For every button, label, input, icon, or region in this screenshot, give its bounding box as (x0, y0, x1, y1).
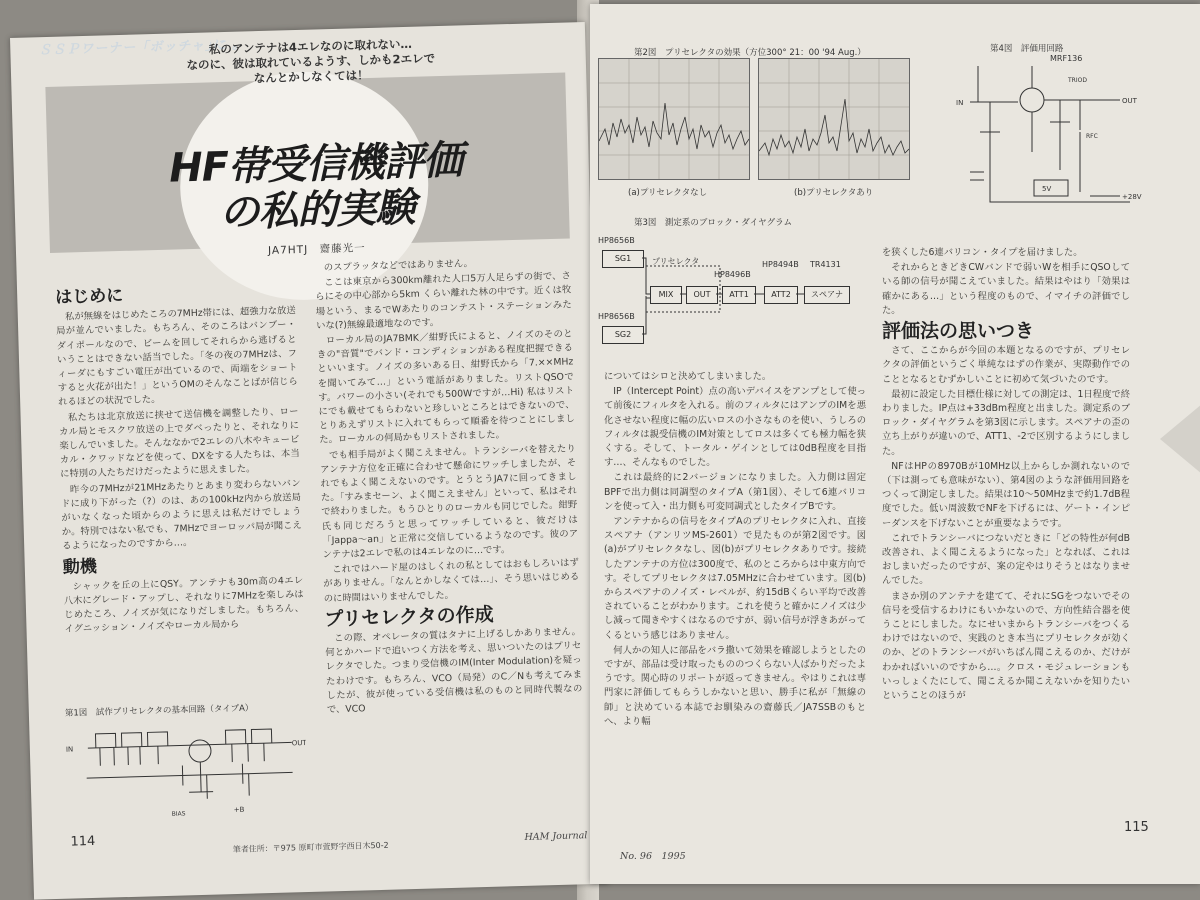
fig4-vcc-label: +28V (1122, 193, 1142, 201)
att1-model-label: HP8496B (714, 270, 751, 279)
figure-2a-label: (a)プリセレクタなし (628, 188, 708, 198)
sg2-block: SG2 (602, 326, 644, 344)
body-paragraph: 私が無線をはじめたころの7MHz帯には、超強力な放送局が並んでいました。もちろん、そのころはバンブー・ダイポールなので、ビームを回してそれらから逃げるということはできない話当でした。「冬の夜の7MHzは、フィーダにもすごい電圧が出ているので、両端をショートすると火花が出た！」というOMのそんなことばが信じられるほどの状況でした。 (56, 305, 298, 409)
title-line-1: HF帯受信機評価 (168, 137, 463, 192)
body-paragraph: アンテナからの信号をタイプAのプリセレクタに入れ、直接スペアナ（アンリツMS-2601）で見たものが第2図です。図(a)がプリセレクタなし、図(b)がプリセレクタありです。接続したアンテナの方位は300度で、私のところからは中東方向です。そしてプリセレクタは7.05MHzに合わせています。図(b)からスペアナのノイズ・レベルが、約15dBくらい平均で改善されていることがわかります。これを使うと確かにノイズは少し減って聞きやすくはなるのですが、弱い信号が浮きあがってくるという感じはありません。 (604, 516, 866, 641)
preselector-schematic (65, 712, 308, 823)
spectrum-plot-a (598, 58, 750, 180)
att2-block: ATT2 (764, 286, 798, 304)
spectrum-plot-b (758, 58, 910, 180)
analyzer-model-label: TR4131 (810, 260, 841, 269)
title-banner (45, 73, 569, 253)
left-column-1 (55, 278, 305, 638)
body-paragraph: でも相手局がよく聞こえません。トランシーバを替えたりアンテナ方位を正確に合わせて懸命にワッチしましたが、それでもよく聞こえないのです。とうとうJA7に回ってきました。「すみまセーン、よく聞こえません」といって、私はそれで終わりました。もうひとりのローカルも同じでした。紺野氏も同じだろうと思ってワッチしていると、彼だけは「Jappa〜an」と正常に交信しているようなのです。彼のアンテナは2エレで私のは4エレなのに…です。 (320, 443, 579, 561)
figure-4 (950, 38, 1190, 228)
att1-block: ATT1 (722, 286, 756, 304)
author-byline: JA7HTJ 齋藤光一 (267, 242, 366, 257)
body-paragraph: 最初に設定した目標仕様に対しての測定は、1日程度で終わりました。IP点は+33dBm程度と出ました。測定系のブロック・ダイヤグラムを第3図に示します。スペアナの歪の立ち上がりが違いので、ATT1、-2で区別するようにしました。 (882, 388, 1130, 457)
title-line-2: の私的実験 (218, 184, 416, 237)
lead-line: なんとかしなくては！ (253, 68, 369, 86)
sg2-model-label: HP8656B (598, 312, 635, 321)
body-paragraph: 昨今の7MHzが21MHzあたりとあまり変わらないバンドに成り下がった（?）のは、あの100kHz内から放送局がいなくなった頃からのように思えは私だけでしょうか。特別ではない私でも、7MHzでヨーロッパ局が聞こえるようになったのですから…。 (60, 477, 302, 553)
fig1-in-label: IN (65, 745, 74, 754)
left-page (10, 22, 609, 900)
fig4-rfc-label: RFC (1086, 133, 1098, 140)
spectrum-trace-b (759, 59, 909, 179)
body-paragraph: を狭くした6連バリコン・タイプを届けました。 (882, 247, 1083, 258)
author-address: 筆者住所：〒975 原町市萱野字西日木50-2 (232, 840, 389, 855)
lead-line: なのに、彼は取れているようす、しかも2エレで (186, 51, 436, 73)
att2-model-label: HP8494B (762, 260, 799, 269)
figure-3 (598, 216, 868, 366)
body-paragraph: これでトランシーバにつないだときに「どの特性が何dB改善され、よく聞こえるようになった」となれば、これはおしまいだったのですが、案の定やはりそうとはなりませんでした。 (882, 532, 1130, 587)
left-column-2 (314, 254, 583, 718)
body-paragraph: NFはHPの8970Bが10MHz以上からしか測れないので（下は測っても意味がない）、第4図のような評価用回路をつくって測定しました。結果は10〜50MHzまで約1.7dB程度でした。低い周波数でNFを下げるには、ゲート・インピーダンスを下げないことが重要なようです。 (882, 460, 1130, 529)
body-paragraph: これではハード屋のはしくれの私としてはおもしろいはずがありません。「なんとかしなくては…」、そう思いはじめるのに時間はいりませんでした。 (323, 557, 580, 605)
figure-caption: 第1図 試作プリセレクタの基本回路（タイプA） (64, 703, 254, 719)
figure-2 (598, 42, 928, 212)
header-decoration: ＳＳＰワーナー ｢ボッチャ｣に ｡ (38, 37, 240, 59)
body-paragraph: これは最終的に2バージョンになりました。入力側は固定BPFで出力側は同調型のタイプA（第1図）、そして6連バリコンを使って入・出力側も可変同調式としたタイプBです。 (604, 472, 866, 512)
right-column-2 (882, 246, 1130, 704)
sg1-block: SG1 (602, 250, 644, 268)
body-paragraph: それからときどきCWバンドで弱いWを相手にQSOしている師の信号が聞こえていました。結果はやはり「効果は確かにある…」という程度のもので、イマイチの評価でした。 (882, 262, 1130, 316)
spectrum-analyzer-block: スペアナ (804, 286, 850, 304)
section-heading: 評価法の思いつき (882, 320, 1035, 343)
right-column-1 (604, 370, 866, 730)
sg1-model-label: HP8656B (598, 236, 635, 245)
section-heading: 動機 (62, 556, 98, 578)
spectrum-trace-a (599, 59, 749, 179)
body-paragraph: さて、ここからが今回の本題となるのですが、プリセレクタの評価というごく単純なはずの作業が、実際動作でのこととなるとむずかしいことに初めて気づいたのです。 (882, 345, 1130, 385)
body-paragraph: まさか別のアンテナを建てて、それにSGをつないでその信号を受信するわけにもいかないので、方向性結合器を使うことにしました。なにせいまからトランシーバをつくるわけではないので、実践のとき本当にプリセレクタが効くのか、どのトランシーバがいちばん聞こえるのか、だけがわかればいいのですから…。クロス・モジュレーションもいっしょくたにして、聞こえるか聞こえないかを知りたいということのほうが (882, 590, 1130, 702)
fig1-out-label: OUT (291, 738, 307, 748)
body-paragraph: ここは東京から300km離れた人口5万人足らずの街で、さらにその中心部から5km くらい離れた林の中です。近くは牧場という、まるでWあたりのコンテスト・ステーションみたいな(?)無線最適地なのです。 (315, 270, 572, 332)
fig4-in-label: IN (956, 99, 964, 107)
evaluation-circuit (950, 52, 1190, 228)
page-fold-corner (1160, 404, 1200, 474)
mix-block: MIX (650, 286, 682, 304)
body-paragraph: 私たちは北京放送に挟せて送信機を調整したり、ローカル局とモスクワ放送の上でダベったりと、それなりに楽しんでいました。そんななかで2エレの八木やキュービカル・クワッドなどを使って、DXをする人たちは、本当に特別の人たちだけだったように思えました。 (58, 405, 300, 481)
section-heading: プリセレクタの作成 (324, 603, 494, 631)
fig4-part-label: MRF136 (1050, 54, 1083, 63)
page-number: 115 (1124, 820, 1149, 835)
body-paragraph: のスプラッタなどではありません。 (323, 258, 474, 274)
article-lead (180, 36, 441, 88)
body-paragraph: 何人かの知人に部品をバラ撒いて効果を確認しようとしたのですが、部品は受け取ったもののつくらない人ばかりだったようです。関心時のリポートが返ってきません。やはりこれは専門家に評価してもらうしかないと思い、勝手に私が「無線の師」と決めている本誌でお馴染みの齋藤氏／JA7SSBのもとへ、より幅 (604, 644, 866, 727)
body-paragraph: についてはシロと決めてしまいました。 (604, 371, 772, 382)
fig4-out-label: OUT (1122, 97, 1137, 105)
section-heading: はじめに (54, 285, 124, 308)
body-paragraph: この際、オペレータの質はタナに上げるしかありません。何とかハードで追いつく方法を考え、思いついたのはプリセレクタでした。つまり受信機のIM(Inter Modulation)を疑ったわけです。もちろん、VCO（局発）のC／Nも考えてみましたが、彼が使っている受信機は私のものと同時代製なので、VCO (325, 626, 583, 716)
figure-caption: 第4図 評価用回路 (990, 44, 1064, 54)
journal-name: HAM Journal (524, 830, 588, 843)
fig4-reg-label: 5V (1042, 185, 1052, 193)
article-title (165, 137, 467, 237)
fig4-triod-label: TRIOD (1068, 77, 1087, 84)
page-number: 114 (70, 833, 96, 850)
right-page (590, 4, 1200, 884)
issue-number: No. 96 1995 (620, 851, 686, 862)
preselector-label: プリセレクタ (652, 257, 700, 266)
figure-caption: 第3図 測定系のブロック・ダイヤグラム (634, 218, 792, 228)
fig1-bias-label: BIAS (171, 810, 186, 818)
body-paragraph: シャックを丘の上にQSY。アンテナも30m高の4エレ八木にグレード・アップし、それなりに7MHzを楽しみはじめたころ、ノイズが気になりだしました。もちろん、イグニッション・ノイズやローカル局から (63, 574, 305, 636)
body-paragraph: IP（Intercept Point）点の高いデバイスをアンプとして使って前後にフィルタを入れる。前のフィルタにはアンプのIMを悪化させない程度に幅の広いロスの小さなものを使い、うしろのフィルタは親受信機のIM対策としてロスは多くても極力幅を狭くする。そして、トータル・ゲインとしては0dB程度を目指す…、そんなものでした。 (604, 386, 866, 469)
lead-line: 私のアンテナは4エレなのに取れない… (208, 36, 413, 57)
figure-2b-label: (b)プリセレクタあり (794, 188, 874, 198)
figure-caption: 第2図 プリセレクタの効果（方位300° 21：00 '94 Aug.） (634, 48, 866, 58)
fig1-b-label: +B (233, 805, 245, 815)
body-paragraph: ローカル局のJA7BMK／紺野氏によると、ノイズのそのときの"音質"でバンド・コンディションがある程度把握できるといいます。ノイズの多いある日、紺野氏から「7.××MHzを聞いてみて…」という電話がありました。リストQSOです。パワーの小さい(それでも500Wですが…Hi) 私はリストにでも載せてもらわないと珍しいところとはできないので、とりあえずリストに入れてもらって順番を待つことにしました。ローカルの何局かもリストされました。 (316, 328, 576, 446)
figure-1 (65, 700, 308, 827)
out-block: OUT (686, 286, 718, 304)
